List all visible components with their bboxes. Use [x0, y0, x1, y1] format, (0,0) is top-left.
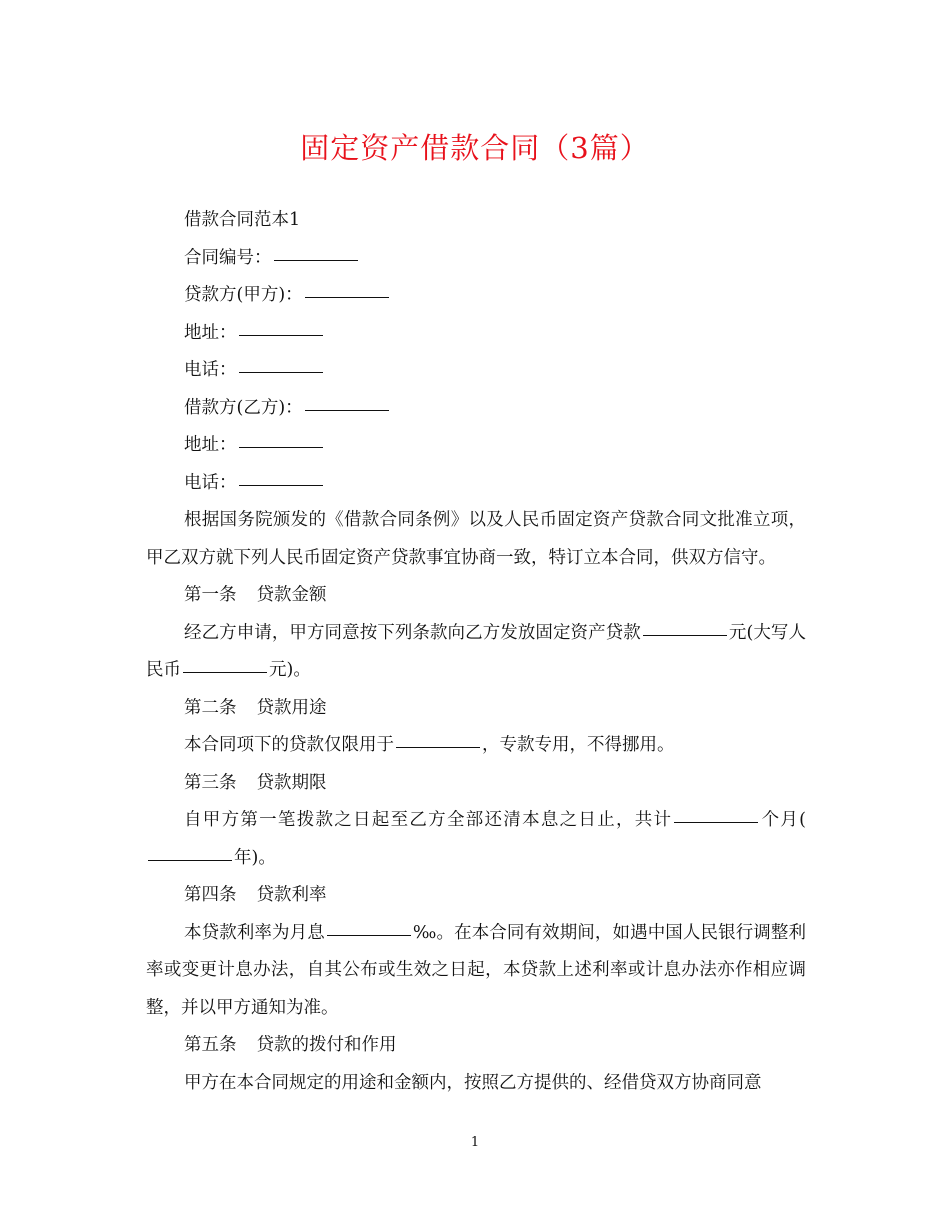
- lender-address-blank[interactable]: [239, 334, 323, 336]
- loan-term-months-blank[interactable]: [674, 821, 758, 823]
- borrower-line: [146, 390, 806, 428]
- article-2-title: 贷款用途: [256, 697, 327, 718]
- article-1-title: 贷款金额: [256, 585, 327, 605]
- article-4-number: 第四条: [184, 885, 237, 905]
- preamble-paragraph: 根据国务院颁发的《借款合同条例》以及人民币固定资产贷款合同文批准立项，甲乙双方就下列人民币固定资产贷款事宜协商一致，特订立本合同，供双方信守。: [146, 510, 806, 568]
- article-3-body: [146, 802, 806, 877]
- article-3-text-b: 个月(: [760, 810, 807, 830]
- lender-phone-blank[interactable]: [239, 371, 323, 373]
- lender-phone-line: [146, 352, 806, 390]
- lender-blank[interactable]: [305, 296, 389, 298]
- loan-term-years-blank[interactable]: [148, 859, 232, 861]
- article-4-text-b: ‰。在本合同有效期间，如遇中国人民银行调整利率或变更计息办法，自其公布或生效之日起，本贷款上述利率或计息办法亦作相应调整，并以甲方通知为准。: [146, 922, 807, 1018]
- article-5-number: 第五条: [184, 1035, 237, 1055]
- article-4-heading: [146, 877, 806, 915]
- article-5-text-a: 甲方在本合同规定的用途和金额内，按照乙方提供的、经借贷双方协商同意: [184, 1072, 762, 1093]
- borrower-phone-label: 电话：: [184, 472, 237, 493]
- loan-amount-blank[interactable]: [643, 634, 727, 636]
- document-body: [146, 202, 806, 1102]
- contract-number-blank[interactable]: [274, 259, 358, 261]
- page-number: 1: [470, 1135, 480, 1150]
- article-3-number: 第三条: [184, 772, 237, 793]
- lender-phone-label: 电话：: [184, 360, 237, 380]
- borrower-blank[interactable]: [305, 409, 389, 411]
- loan-amount-words-blank[interactable]: [183, 671, 267, 673]
- article-2-text-b: ，专款专用，不得挪用。: [482, 735, 675, 755]
- article-3-heading: [146, 765, 806, 803]
- borrower-label: 借款方(乙方)：: [184, 397, 303, 418]
- article-1-text-a: 经乙方申请，甲方同意按下列条款向乙方发放固定资产贷款: [184, 622, 641, 643]
- article-2-heading: [146, 690, 806, 728]
- article-5-heading: [146, 1027, 806, 1065]
- lender-label: 贷款方(甲方)：: [184, 285, 303, 305]
- article-3-text-a: 自甲方第一笔拨款之日起至乙方全部还清本息之日止，共计: [184, 810, 673, 830]
- article-5-body: [146, 1065, 806, 1103]
- article-1-text-c: 元)。: [269, 660, 311, 680]
- contract-number-label: 合同编号：: [184, 247, 272, 268]
- article-1-number: 第一条: [184, 585, 237, 605]
- lender-address-line: [146, 315, 806, 353]
- article-4-title: 贷款利率: [256, 885, 327, 905]
- borrower-phone-blank[interactable]: [239, 484, 323, 486]
- contract-number-line: [146, 240, 806, 278]
- article-1-heading: [146, 577, 806, 615]
- article-5-title: 贷款的拨付和作用: [256, 1035, 397, 1055]
- article-3-title: 贷款期限: [256, 772, 327, 793]
- article-2-body: [146, 727, 806, 765]
- borrower-phone-line: [146, 465, 806, 503]
- article-2-text-a: 本合同项下的贷款仅限用于: [184, 735, 394, 755]
- borrower-address-label: 地址：: [184, 435, 237, 455]
- article-4-text-a: 本贷款利率为月息: [184, 922, 325, 943]
- section-heading: 借款合同范本1: [184, 210, 301, 230]
- article-4-body: [146, 915, 806, 1028]
- article-1-body: [146, 615, 806, 690]
- lender-line: [146, 277, 806, 315]
- lender-address-label: 地址：: [184, 322, 237, 343]
- article-1-text-b: 元(大写人民币: [146, 622, 807, 680]
- borrower-address-blank[interactable]: [239, 446, 323, 448]
- interest-rate-blank[interactable]: [327, 934, 411, 936]
- article-2-number: 第二条: [184, 697, 237, 718]
- page-title: 固定资产借款合同（3篇）: [300, 131, 650, 165]
- article-3-text-c: 年)。: [234, 847, 276, 868]
- loan-purpose-blank[interactable]: [396, 746, 480, 748]
- borrower-address-line: [146, 427, 806, 465]
